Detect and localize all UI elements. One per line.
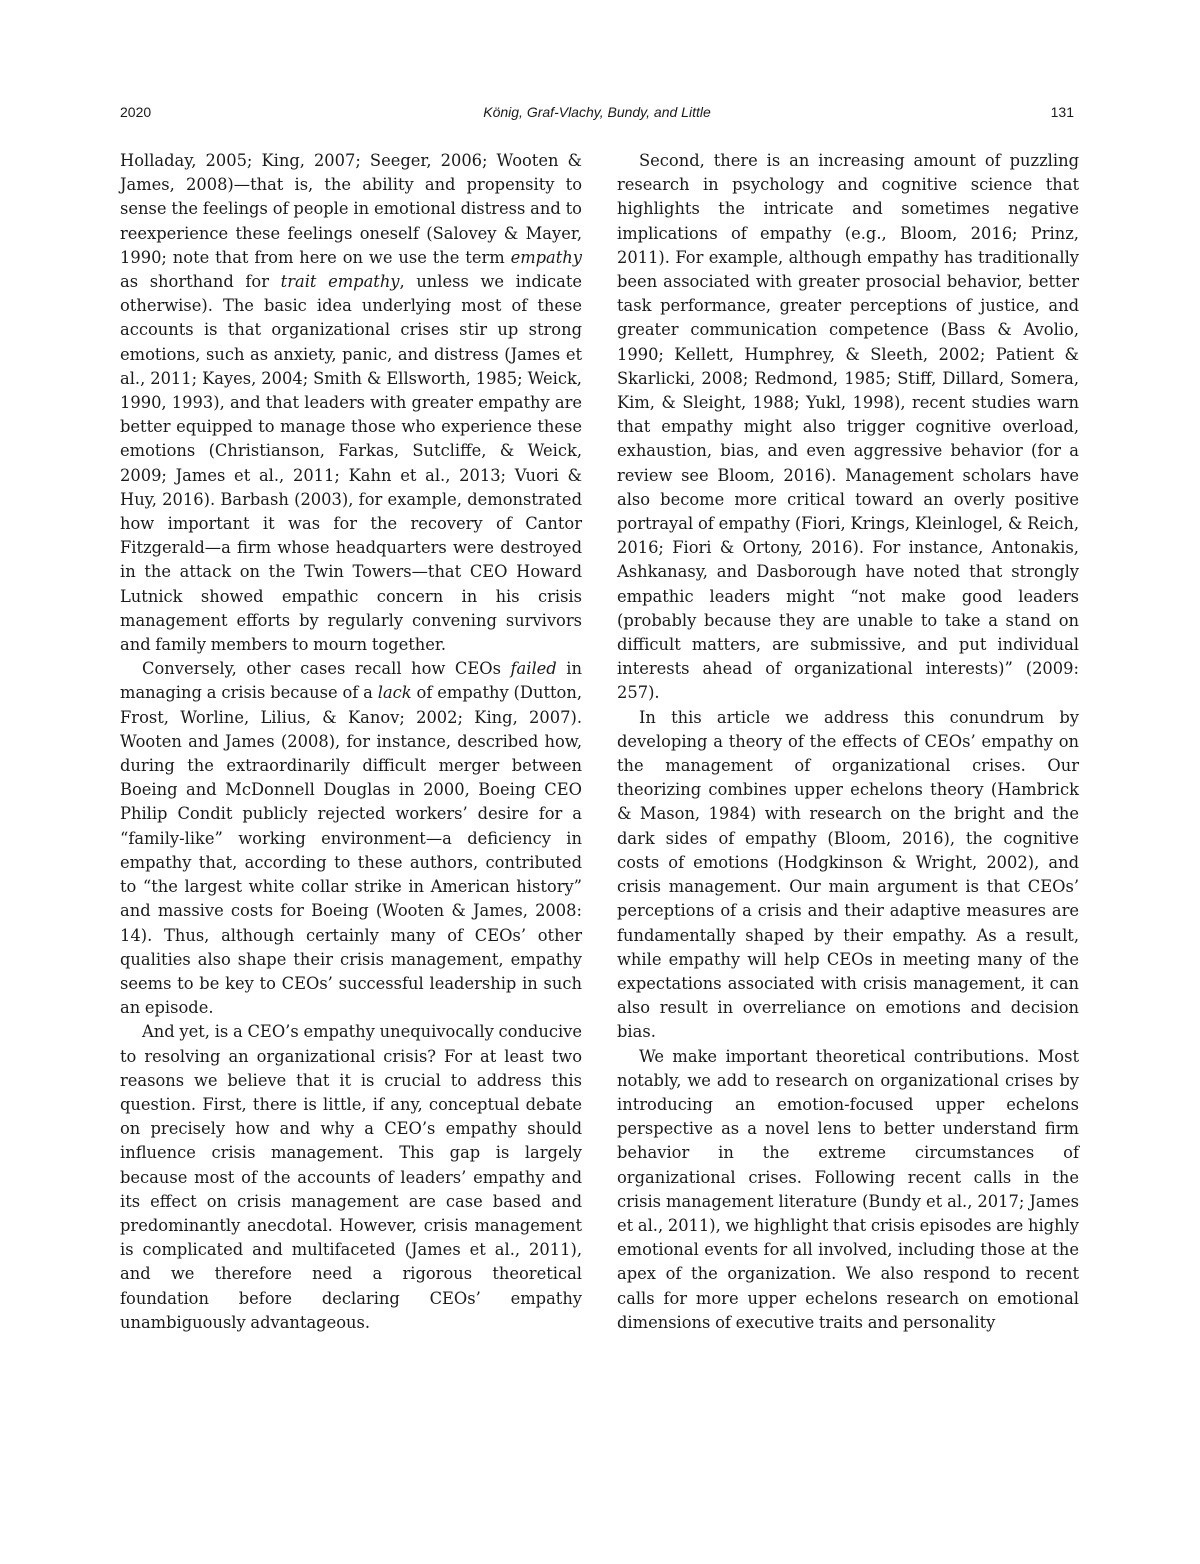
paragraph: Second, there is an increasing amount of puzzling research in psychology and cognitive science that highlights the intricate and sometimes negative implications of empathy (e.g., Bloom, 2016; Prinz, 2011). For example, although empathy has traditionally been associated with greater prosocial behavior, better task performance, greater perceptions of justice, and greater communication competence (Bass & Avolio, 1990; Kellett, Humphrey, & Sleeth, 2002; Patient & Skarlicki, 2008; Redmond, 1985; Stiff, Dillard, Somera, Kim, & Sleight, 1988; Yukl, 1998), recent studies warn that empathy might also trigger cognitive overload, exhaustion, bias, and even aggressive behavior (for a review see Bloom, 2016). Management scholars have also become more critical toward an overly positive portrayal of empathy (Fiori, Krings, Kleinlogel, & Reich, 2016; Fiori & Ortony, 2016). For instance, Antonakis, Ashkanasy, and Dasborough have noted that strongly empathic leaders might “not make good leaders (probably because they are unable to take a stand on difficult matters, are submissive, and put individual interests ahead of organizational interests)” (2009: 257). <box>617 151 1079 703</box>
running-header <box>120 104 1074 124</box>
journal-year: 2020 <box>120 104 152 120</box>
paragraph: And yet, is a CEO’s empathy unequivocally conducive to resolving an organizational crisis? For at least two reasons we believe that it is crucial to address this question. First, there is little, if any, conceptual debate on precisely how and why a CEO’s empathy should influence crisis management. This gap is largely because most of the accounts of leaders’ empathy and its effect on crisis management are case based and predominantly anecdotal. However, crisis management is complicated and multifaceted (James et al., 2011), and we therefore need a rigorous theoretical foundation before declaring CEOs’ empathy unambiguously advantageous. <box>120 1022 582 1332</box>
paragraph: Conversely, other cases recall how CEOs failed in managing a crisis because of a lack of empathy (Dutton, Frost, Worline, Lilius, & Kanov; 2002; King, 2007). Wooten and James (2008), for instance, described how, during the extraordinarily difficult merger between Boeing and McDonnell Douglas in 2000, Boeing CEO Philip Condit publicly rejected workers’ desire for a “family-like” working environment—a deficiency in empathy that, according to these authors, contributed to “the largest white collar strike in American history” and massive costs for Boeing (Wooten & James, 2008: 14). Thus, although certainly many of CEOs’ other qualities also shape their crisis management, empathy seems to be key to CEOs’ successful leadership in such an episode. <box>120 659 582 1018</box>
running-authors: König, Graf-Vlachy, Bundy, and Little <box>483 104 711 120</box>
paragraph: Holladay, 2005; King, 2007; Seeger, 2006; Wooten & James, 2008)—that is, the ability and propensity to sense the feelings of people in emotional distress and to reexperience these feelings oneself (Salovey & Mayer, 1990; note that from here on we use the term empathy as shorthand for trait empathy, unless we indicate otherwise). The basic idea underlying most of these accounts is that organizational crises stir up strong emotions, such as anxiety, panic, and distress (James et al., 2011; Kayes, 2004; Smith & Ellsworth, 1985; Weick, 1990, 1993), and that leaders with greater empathy are better equipped to manage those who experience these emotions (Christianson, Farkas, Sutcliffe, & Weick, 2009; James et al., 2011; Kahn et al., 2013; Vuori & Huy, 2016). Barbash (2003), for example, demonstrated how important it was for the recovery of Cantor Fitzgerald—a firm whose headquarters were destroyed in the attack on the Twin Towers—that CEO Howard Lutnick showed empathic concern in his crisis management efforts by regularly convening survivors and family members to mourn together. <box>120 151 583 655</box>
paragraph: In this article we address this conundrum by developing a theory of the effects of CEOs’ empathy on the management of organizational crises. Our theorizing combines upper echelons theory (Hambrick & Mason, 1984) with research on the bright and the dark sides of empathy (Bloom, 2016), the cognitive costs of emotions (Hodgkinson & Wright, 2002), and crisis management. Our main argument is that CEOs’ perceptions of a crisis and their adaptive measures are fundamentally shaped by their empathy. As a result, while empathy will help CEOs in meeting many of the expectations associated with crisis management, it can also result in overreliance on emotions and decision bias. <box>617 707 1079 1042</box>
left-column <box>120 149 582 1335</box>
right-column <box>617 149 1079 1335</box>
paragraph: We make important theoretical contributions. Most notably, we add to research on organizational crises by introducing an emotion-focused upper echelons perspective as a novel lens to better understand firm behavior in the extreme circumstances of organizational crises. Following recent calls in the crisis management literature (Bundy et al., 2017; James et al., 2011), we highlight that crisis episodes are highly emotional events for all involved, including those at the apex of the organization. We also respond to recent calls for more upper echelons research on emotional dimensions of executive traits and personality <box>617 1046 1079 1332</box>
page-number: 131 <box>1050 104 1074 120</box>
